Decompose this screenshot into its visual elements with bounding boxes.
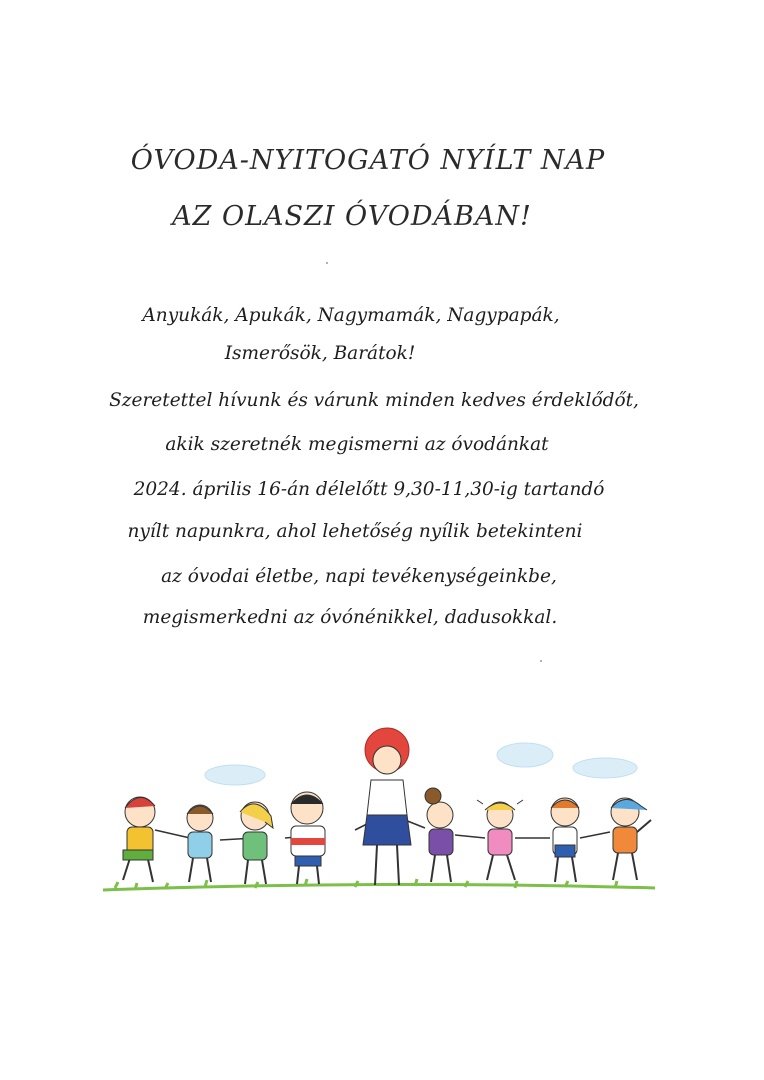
body-line-1: Anyukák, Apukák, Nagymamák, Nagypapák, xyxy=(142,305,560,326)
child-1 xyxy=(123,797,155,882)
scan-speck xyxy=(326,262,328,264)
body-line-8: megismerkedni az óvónénikkel, dadusokkal. xyxy=(142,607,558,628)
child-2 xyxy=(187,805,213,882)
body-line-7: az óvodai életbe, napi tevékenységeinkbe, xyxy=(161,566,557,587)
scan-speck xyxy=(540,660,542,662)
title-line-2: AZ OLASZI ÓVODÁBAN! xyxy=(172,201,532,232)
body-line-3: Szeretettel hívunk és várunk minden kedves érdeklődőt, xyxy=(109,390,639,411)
child-5 xyxy=(425,788,453,882)
teacher xyxy=(363,728,411,885)
child-6 xyxy=(477,800,523,880)
body-line-2: Ismerősök, Barátok! xyxy=(224,343,416,364)
cloud-icon xyxy=(205,743,637,785)
title-line-1: ÓVODA-NYITOGATÓ NYÍLT NAP xyxy=(130,145,606,176)
child-3 xyxy=(240,802,273,884)
child-4 xyxy=(291,792,325,884)
grass-line xyxy=(103,879,655,890)
child-7 xyxy=(551,798,579,882)
child-8 xyxy=(611,798,651,880)
body-line-4: akik szeretnék megismerni az óvodánkat xyxy=(165,434,549,455)
children-holding-hands-illustration xyxy=(95,720,675,905)
body-line-5: 2024. április 16-án délelőtt 9,30-11,30-ig tartandó xyxy=(133,479,605,500)
body-line-6: nyílt napunkra, ahol lehetőség nyílik betekinteni xyxy=(127,521,583,542)
